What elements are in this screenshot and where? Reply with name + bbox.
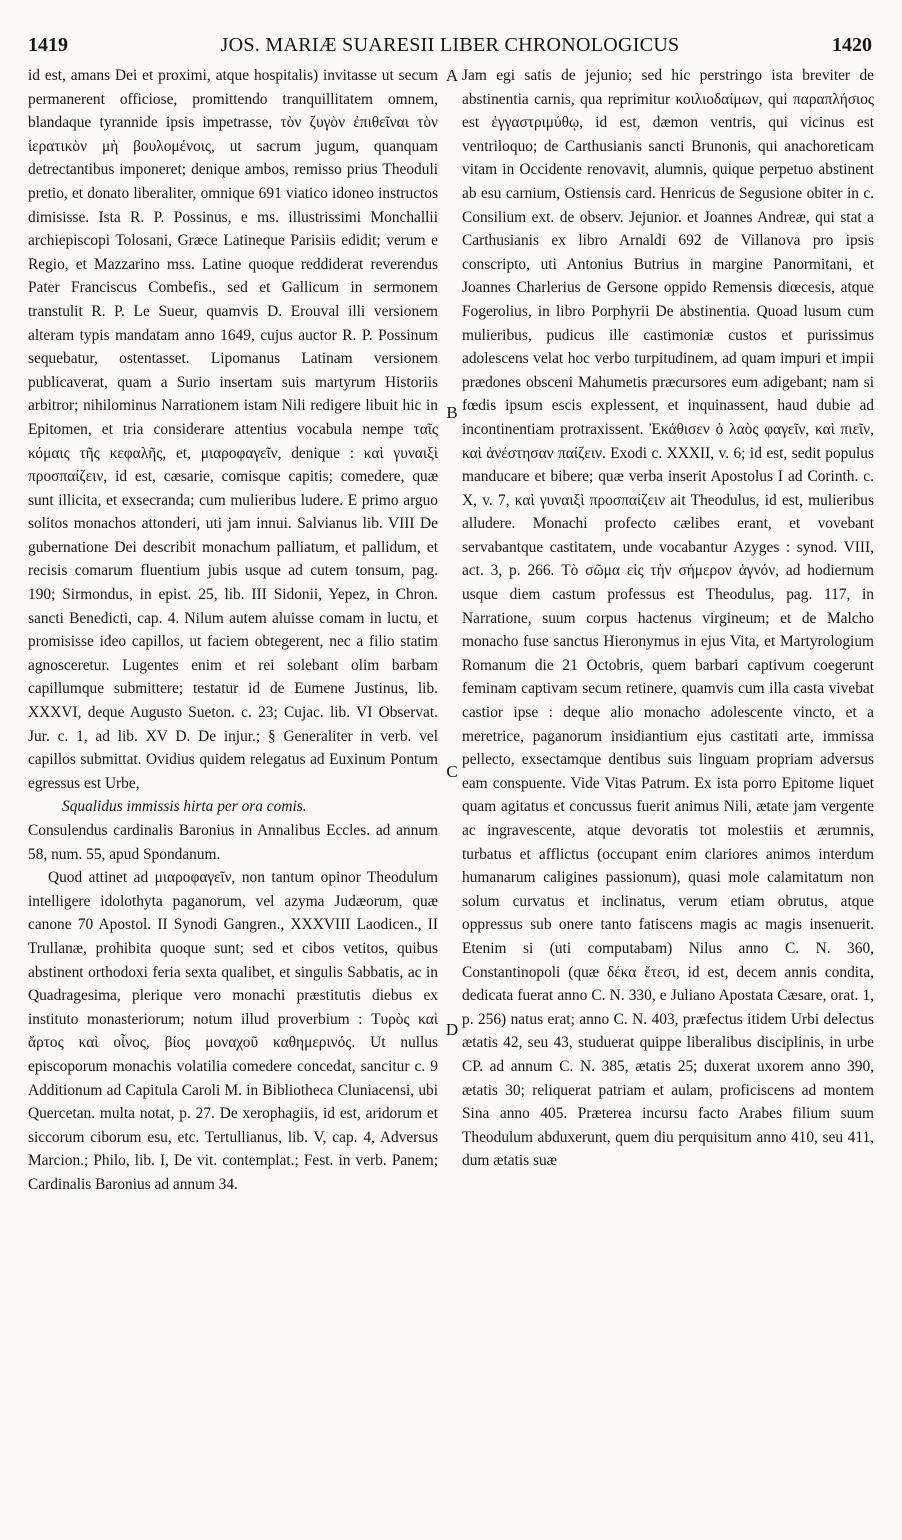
right-column	[462, 64, 874, 1173]
margin-letter-d: D	[445, 1020, 459, 1039]
left-paragraph-3: Quod attinet ad μιαροφαγεῖν, non tantum opinor Theodulum intelligere idolothyta paganorum, vel azyma Judæorum, quæ canone 70 Apostol. II Synodi Gangren., XXXVIII Laodicen., II Trullanæ, prohibita quoque sunt; sed et cibos vetitos, quibus abstinent orthodoxi feria sexta qualibet, et singulis Sabbatis, ac in Quadragesima, plerique vero monachi præstitutis diebus ex instituto monasteriorum; notum illud proverbium : Τυρὸς καὶ ἄρτος καὶ οἶνος, βίος μοναχοῦ καθημερινός. Ut nullus episcoporum monachis volatilia comedere concedat, sancitur c. 9 Additionum ad Capitula Caroli M. in Bibliotheca Cluniacensi, ubi Quercetan. multa notat, p. 27. De xerophagiis, id est, aridorum et siccorum ciborum esu, etc. Tertullianus, lib. V, cap. 4, Adversus Marcion.; Philo, lib. I, De vit. contemplat.; Fest. in verb. Panem; Cardinalis Baronius ad annum 34.	[28, 869, 438, 1193]
margin-letter-a: A	[445, 66, 459, 85]
margin-letter-b: B	[446, 403, 458, 422]
left-paragraph-1: id est, amans Dei et proximi, atque hospitalis) invitasse ut secum permanerent officiose, promittendo tranquillitatem omnem, blandaque tyrannide ipsis impetrasse, τὸν ζυγὸν ἐπιθεῖναι τὸν ἱερατικὸν μὴ βουλομένοις, ut sacrum jugum, quanquam detrectantibus imponeret; denique ambos, remisso prius Theoduli pretio, et donato liberaliter, omnique 691 viatico idoneo instructos dimisisse. Ista R. P. Possinus, e ms. illustrissimi Monchallii archiepiscopi Tolosani, Græce Latineque Parisiis edidit; verum e Regio, et Mazzarino mss. Latine quoque reddiderat reverendus Pater Franciscus Combefis., sed et Gallicum in sermonem transtulit R. P. Le Sueur, quamvis D. Erouval illi versionem alteram typis mandatam anno 1649, cujus auctor R. P. Possinum sequebatur, ostentasset. Lipomanus Latinam versionem publicaverat, quam a Surio insertam suis martyrum Historiis arbitror; nihilominus Narrationem istam Nili redigere libuit hic in Epitomen, et tria considerare attentius vocabula nempe ταῖς κόμαις τῆς κεφαλῆς, et, μιαροφαγεῖν, denique : καὶ γυναιξὶ προσπαίζειν, id est, cæsarie, comisque capitis; comedere, quæ sunt illicita, et exsecranda; cum mulieribus ludere. E primo arguo solitos monachos attonderi, uti jam innui. Salvianus lib. VIII De gubernatione Dei describit monachum palliatum, et pallidum, et recisis comarum fluentium jubis usque ad cutem tonsum, pag. 190; Sirmondus, in epist. 25, lib. III Sidonii, Yepez, in Chron. sancti Benedicti, cap. 4. Nilum autem aluisse comam in luctu, et promisisse ideo capillos, ut faciem obtegerent, nec a filio statim agnosceretur. Lugentes enim et rei solebant olim barbam capillumque submittere; testatur id de Eumene Justinus, lib. XXXVI, deque Augusto Sueton. c. 23; Cujac. lib. VI Observat. Jur. c. 1, ad lib. XV D. De injur.; § Generaliter in verb. vel capillos submittat. Ovidius quidem relegatus ad Euxinum Pontum egressus est Urbe,	[28, 67, 438, 792]
left-paragraph-2: Consulendus cardinalis Baronius in Annalibus Eccles. ad annum 58, num. 55, apud Spondanum.	[28, 822, 438, 863]
margin-letter-c: C	[446, 762, 458, 781]
running-title: JOS. MARIÆ SUARESII LIBER CHRONOLOGICUS	[220, 34, 680, 56]
page-number-left: 1419	[28, 34, 68, 56]
ovid-verse: Squalidus immissis hirta per ora comis.	[62, 798, 307, 816]
left-column	[28, 64, 438, 1197]
right-paragraph-1: Jam egi satis de jejunio; sed hic perstringo ista breviter de abstinentia carnis, qua reprimitur κοιλιοδαίμων, qui παραπλήσιος est ἐγγαστριμύθῳ, id est, dæmon ventris, qui vicinus est ventriloquo; de Carthusianis sancti Brunonis, qui anachoreticam vitam in Occidente renovavit, alumnis, quique perpetuo abstinent ab esu carnium, Ostiensis card. Henricus de Segusione obiter in c. Consilium ext. de observ. Jejunior. et Joannes Andreæ, qui stat a Carthusianis ex libro Arnaldi 692 de Villanova pro ipsis conscripto, uti Antonius Butrius in margine Panormitani, et Joannes Charlerius de Gersone oppido Remensis diœcesis, atque Fogerolius, in libro Porphyrii De abstinentia. Quoad lusum cum mulieribus, pudicus ille castimoniæ custos et purissimus adolescens velat hoc verbo turpitudinem, ad quam impuri et impii prædones obsceni Mahumetis præcursores eum adigebant; nam si fœdis ipsum escis explessent, et inquinassent, haud dubie ad incontinentiam protraxissent. Ἐκάθισεν ὁ λαὸς φαγεῖν, καὶ πιεῖν, καὶ ἀνέστησαν παίζειν. Exodi c. XXXII, v. 6; id est, sedit populus manducare et bibere; quæ verba inserit Apostolus I ad Corinth. c. X, v. 7, καὶ γυναιξὶ προσπαίζειν ait Theodulus, id est, mulieribus alludere. Monachi profecto cælibes erant, et vovebant servabantque castitatem, unde vocabantur Azyges : synod. VIII, act. 3, p. 266. Τὸ σῶμα εἰς τὴν σήμερον ἁγνόν, ad hodiernum usque diem castum professus est Theodulus, pag. 117, in Narratione, suum corpus hactenus virgineum; et de Malcho monacho fuse sanctus Hieronymus in ejus Vita, et Martyrologium Romanum die 21 Octobris, quem barbari captivum coegerunt feminam captivam secum retinere, quamvis cum illa casta vivebat castior ipse : deque alio monacho adolescente vincto, et a meretrice, paganorum insidiantium ejus castitati arte, immissa pellecto, exsectamque dentibus suis linguam propriam adversus eam conspuente. Vide Vitas Patrum. Ex ista porro Epitome liquet quam agitatus et concussus fuerit animus Nili, ætate jam vergente ac ingravescente, atque devoratis tot molestiis et ærumnis, turbatus et afflictus (occupant enim clariores animos interdum humanarum caligines passionum), quasi mole calamitatum non solum curvatus et inclinatus, verum etiam obrutus, atque oppressus sub onere tanto fatiscens magis ac magis insenuerit. Etenim si (uti computabam) Nilus anno C. N. 360, Constantinopoli (quæ δέκα ἔτεσι, id est, decem annis condita, dedicata fuerat anno C. N. 330, e Juliano Apostata Cæsare, orat. 1, p. 256) natus erat; anno C. N. 403, præfectus itidem Urbi delectus ætatis 42, seu 43, studuerat quippe liberalibus disciplinis, in urbe CP. ad annum C. N. 385, ætatis 25; duxerat uxorem anno 390, ætatis 30; reliquerat patriam et aulam, proficiscens ad montem Sina anno 405. Præterea incursu facto Arabes filium suum Theodulum abduxerunt, quem diu perquisitum anno 410, seu 411, dum ætatis suæ	[462, 67, 874, 1170]
page-number-right: 1420	[832, 34, 872, 56]
running-header	[28, 34, 872, 60]
